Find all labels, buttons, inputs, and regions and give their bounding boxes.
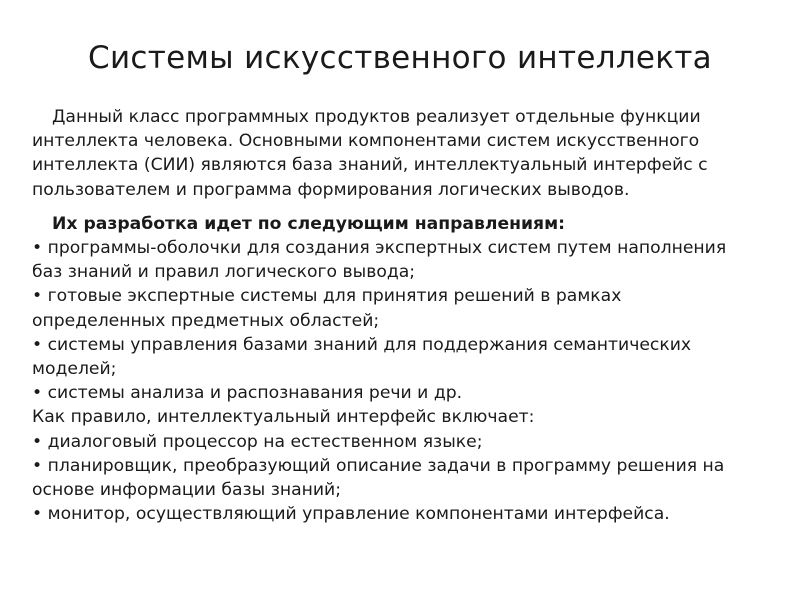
interface-heading: Как правило, интеллектуальный интерфейс включает: [32,407,535,428]
direction-item: • программы-оболочки для создания экспертных систем путем наполнения баз знаний и правил логического вывода; [32,238,727,283]
direction-item: • системы анализа и распознавания речи и др. [32,383,463,404]
directions-heading: Их разработка идет по следующим направлениям: [52,213,566,234]
intro-paragraph: Данный класс программных продуктов реализует отдельные функции интеллекта человека. Основными компонентами систем искусственного интеллекта (СИИ) являются база знаний, интеллектуальный интерфейс с пользователем и программа формирования логических выводов. [32,107,708,200]
interface-item: • монитор, осуществляющий управление компонентами интерфейса. [32,504,670,525]
direction-item: • готовые экспертные системы для принятия решений в рамках определенных предметных областей; [32,286,622,331]
slide-title: Системы искусственного интеллекта [88,40,712,76]
slide-body [32,105,732,526]
interface-item: • планировщик, преобразующий описание задачи в программу решения на основе информации базы знаний; [32,455,725,501]
interface-item: • диалоговый процессор на естественном языке; [32,431,483,452]
direction-item: • системы управления базами знаний для поддержания семантических моделей; [32,334,692,380]
